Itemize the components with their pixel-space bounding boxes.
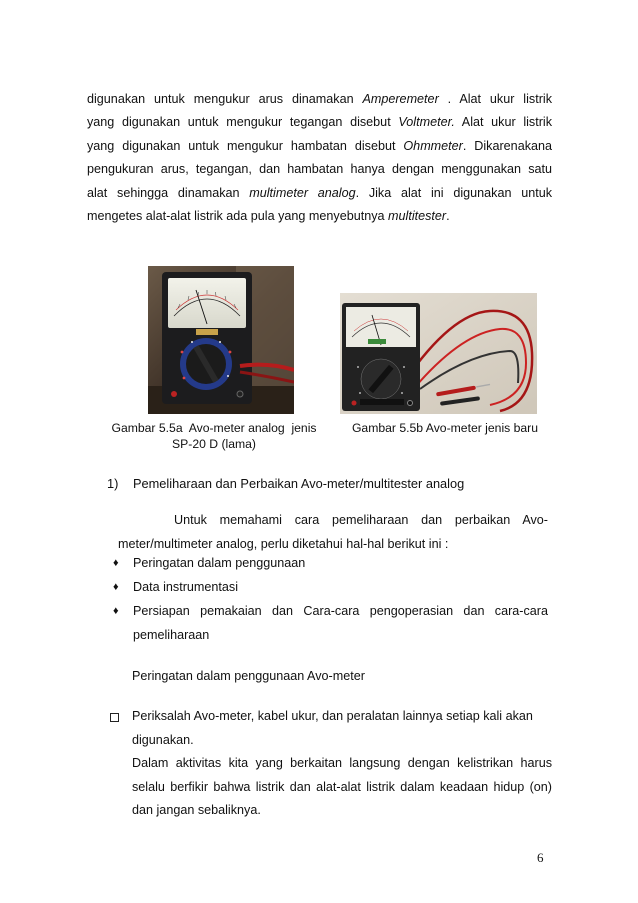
- warning-para-line-2: selalu berfikir bahwa listrik dan alat-alat listrik dalam keadaan hidup (on): [132, 779, 552, 794]
- intro-line-1: digunakan untuk mengukur arus dinamakan Amperemeter . Alat ukur listrik: [87, 92, 552, 106]
- diamond-bullet-icon: ♦: [113, 581, 119, 593]
- figure-5-5b-caption-line-1: Gambar 5.5b Avo-meter jenis baru: [351, 421, 539, 435]
- list-item-text: Persiapan pemakaian dan Cara-cara pengoperasian dan cara-cara: [133, 604, 548, 618]
- warning-heading: Peringatan dalam penggunaan Avo-meter: [132, 669, 365, 683]
- figure-5-5a-caption: [110, 420, 318, 452]
- intro-line-6: mengetes alat-alat listrik ada pula yang menyebutnya multitester.: [87, 209, 450, 224]
- warning-para-line-3: dan jangan sebaliknya.: [132, 803, 261, 817]
- intro-line-3: yang digunakan untuk mengukur hambatan disebut Ohmmeter. Dikarenakana: [87, 138, 553, 153]
- figure-5-5a-photo: [148, 266, 294, 414]
- section-intro: [118, 508, 548, 556]
- intro-line-4: pengukuran arus, tegangan, dan hambatan hanya dengan menggunakan satu: [87, 162, 552, 177]
- intro-line-5: alat sehingga dinamakan multimeter analog. Jika alat ini digunakan untuk: [87, 185, 552, 200]
- warning-para-line-1: Dalam aktivitas kita yang berkaitan langsung dengan kelistrikan harus: [132, 756, 552, 770]
- intro-paragraph: [87, 88, 552, 228]
- warning-item-text: [132, 705, 552, 823]
- section-number: 1): [107, 476, 119, 491]
- figure-5-5b-photo: [340, 293, 537, 414]
- list-item-text: Data instrumentasi: [133, 580, 238, 594]
- figure-5-5a-caption-line-1: Gambar 5.5a Avo-meter analog jenis: [111, 421, 317, 435]
- warning-item-line-2: digunakan.: [132, 732, 194, 747]
- list-item-text: Peringatan dalam penggunaan: [133, 556, 306, 570]
- intro-line-2: yang digunakan untuk mengukur tegangan disebut Voltmeter. Alat ukur listrik: [87, 115, 552, 130]
- section-intro-line-1: Untuk memahami cara pemeliharaan dan perbaikan Avo-: [174, 513, 548, 527]
- diamond-bullet-icon: ♦: [113, 605, 119, 617]
- warning-item-line-1: Periksalah Avo-meter, kabel ukur, dan peralatan lainnya setiap kali akan: [132, 709, 533, 723]
- figure-5-5b-caption: [345, 420, 545, 436]
- section-intro-line-2: meter/multimeter analog, perlu diketahui hal-hal berikut ini :: [118, 537, 449, 551]
- figure-5-5a-caption-line-2: SP-20 D (lama): [172, 437, 256, 451]
- section-title: Pemeliharaan dan Perbaikan Avo-meter/multitester analog: [133, 476, 465, 491]
- square-bullet-icon: [110, 713, 119, 722]
- list-item-text: pemeliharaan: [133, 628, 210, 642]
- section-heading: [107, 476, 464, 491]
- page-number: 6: [537, 850, 544, 865]
- diamond-bullet-icon: ♦: [113, 557, 119, 569]
